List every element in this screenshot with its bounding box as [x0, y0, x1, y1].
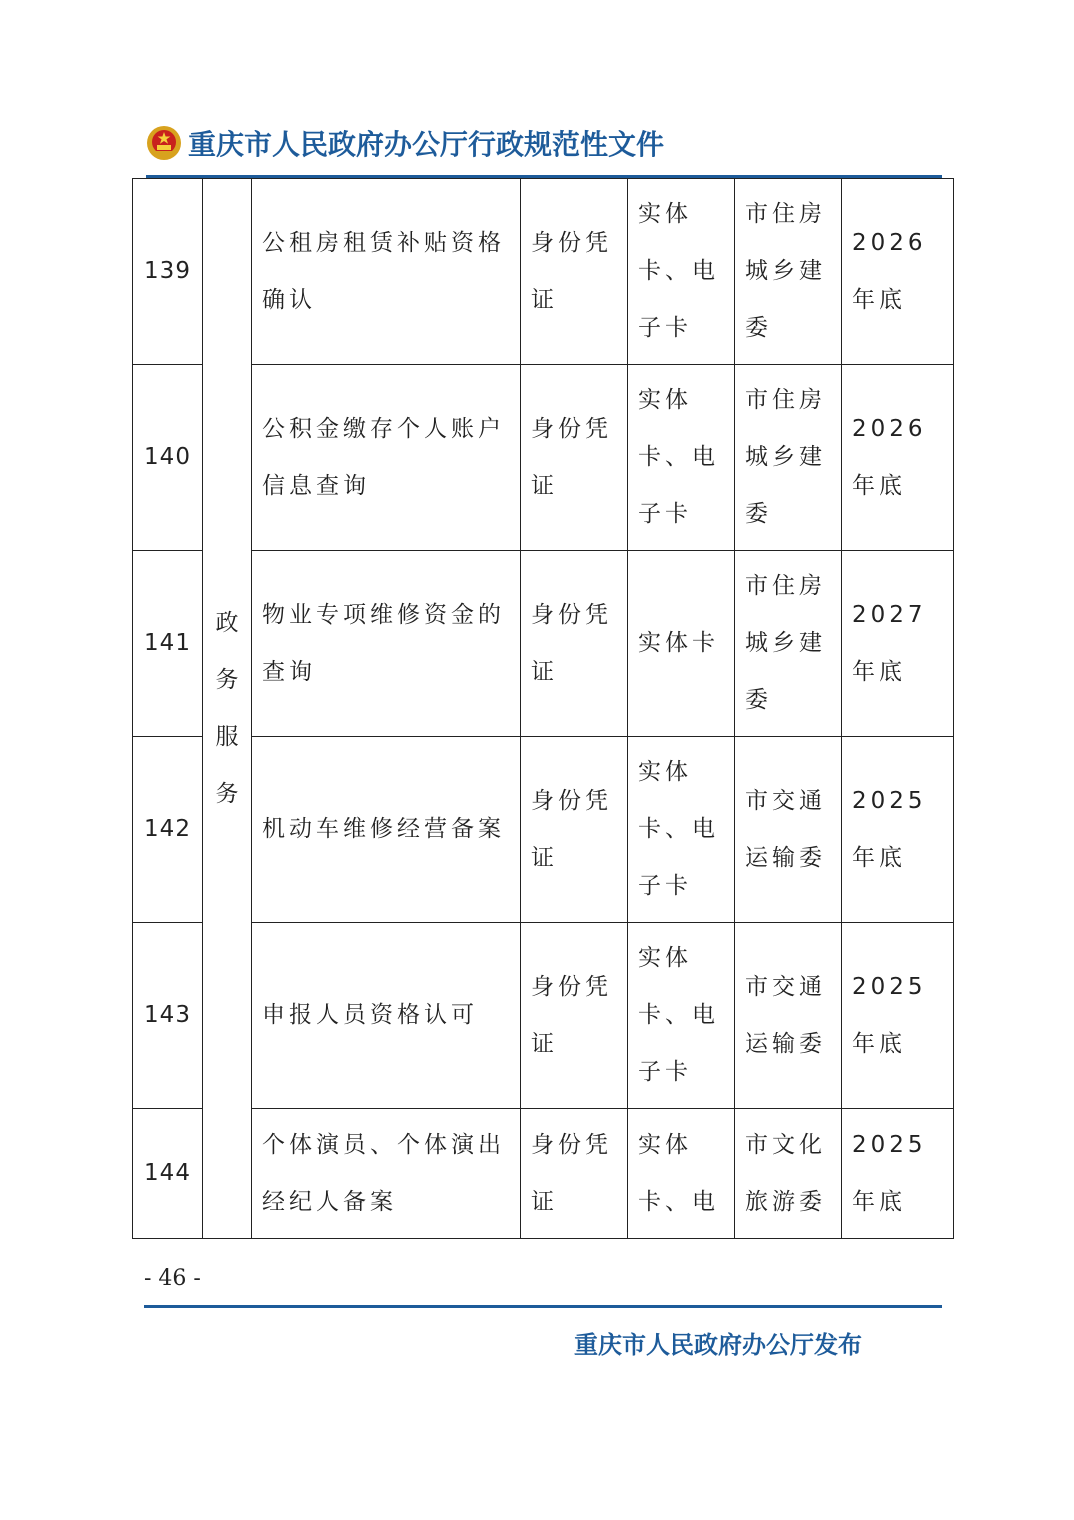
row-number: 140	[133, 365, 203, 551]
table-row	[133, 365, 954, 551]
deadline: 2025年底	[842, 923, 954, 1109]
table-row	[133, 551, 954, 737]
department: 市住房城乡建委	[735, 551, 842, 737]
department: 市住房城乡建委	[735, 365, 842, 551]
department: 市文化旅游委	[735, 1109, 842, 1239]
department: 市交通运输委	[735, 737, 842, 923]
deadline: 2026年底	[842, 179, 954, 365]
item-name: 机动车维修经营备案	[252, 737, 521, 923]
header-title: 重庆市人民政府办公厅行政规范性文件	[188, 128, 665, 161]
table-row	[133, 737, 954, 923]
department: 市住房城乡建委	[735, 179, 842, 365]
item-name: 公租房租赁补贴资格确认	[252, 179, 521, 365]
row-number: 143	[133, 923, 203, 1109]
department: 市交通运输委	[735, 923, 842, 1109]
item-name: 公积金缴存个人账户信息查询	[252, 365, 521, 551]
item-name: 物业专项维修资金的查询	[252, 551, 521, 737]
card-type: 实体卡、电	[628, 1109, 735, 1239]
row-number: 142	[133, 737, 203, 923]
item-name: 个体演员、个体演出经纪人备案	[252, 1109, 521, 1239]
category-label: 政务服务	[215, 609, 239, 807]
credential: 身份凭证	[521, 737, 628, 923]
publisher-label: 重庆市人民政府办公厅发布	[574, 1330, 862, 1359]
card-type: 实体卡、电子卡	[628, 737, 735, 923]
credential: 身份凭证	[521, 179, 628, 365]
credential: 身份凭证	[521, 365, 628, 551]
table-row	[133, 923, 954, 1109]
document-header	[146, 120, 664, 166]
row-number: 144	[133, 1109, 203, 1239]
credential: 身份凭证	[521, 1109, 628, 1239]
deadline: 2027年底	[842, 551, 954, 737]
card-type: 实体卡、电子卡	[628, 923, 735, 1109]
deadline: 2025年底	[842, 737, 954, 923]
category-cell	[203, 179, 252, 1239]
row-number: 141	[133, 551, 203, 737]
card-type: 实体卡、电子卡	[628, 365, 735, 551]
deadline: 2026年底	[842, 365, 954, 551]
deadline: 2025年底	[842, 1109, 954, 1239]
item-name: 申报人员资格认可	[252, 923, 521, 1109]
table-row	[133, 1109, 954, 1239]
footer-divider	[144, 1305, 942, 1308]
table-row	[133, 179, 954, 365]
credential: 身份凭证	[521, 923, 628, 1109]
services-table	[132, 178, 954, 1239]
row-number: 139	[133, 179, 203, 365]
national-emblem-icon	[146, 125, 182, 161]
page-number: - 46 -	[144, 1266, 201, 1291]
credential: 身份凭证	[521, 551, 628, 737]
card-type: 实体卡	[628, 551, 735, 737]
card-type: 实体卡、电子卡	[628, 179, 735, 365]
